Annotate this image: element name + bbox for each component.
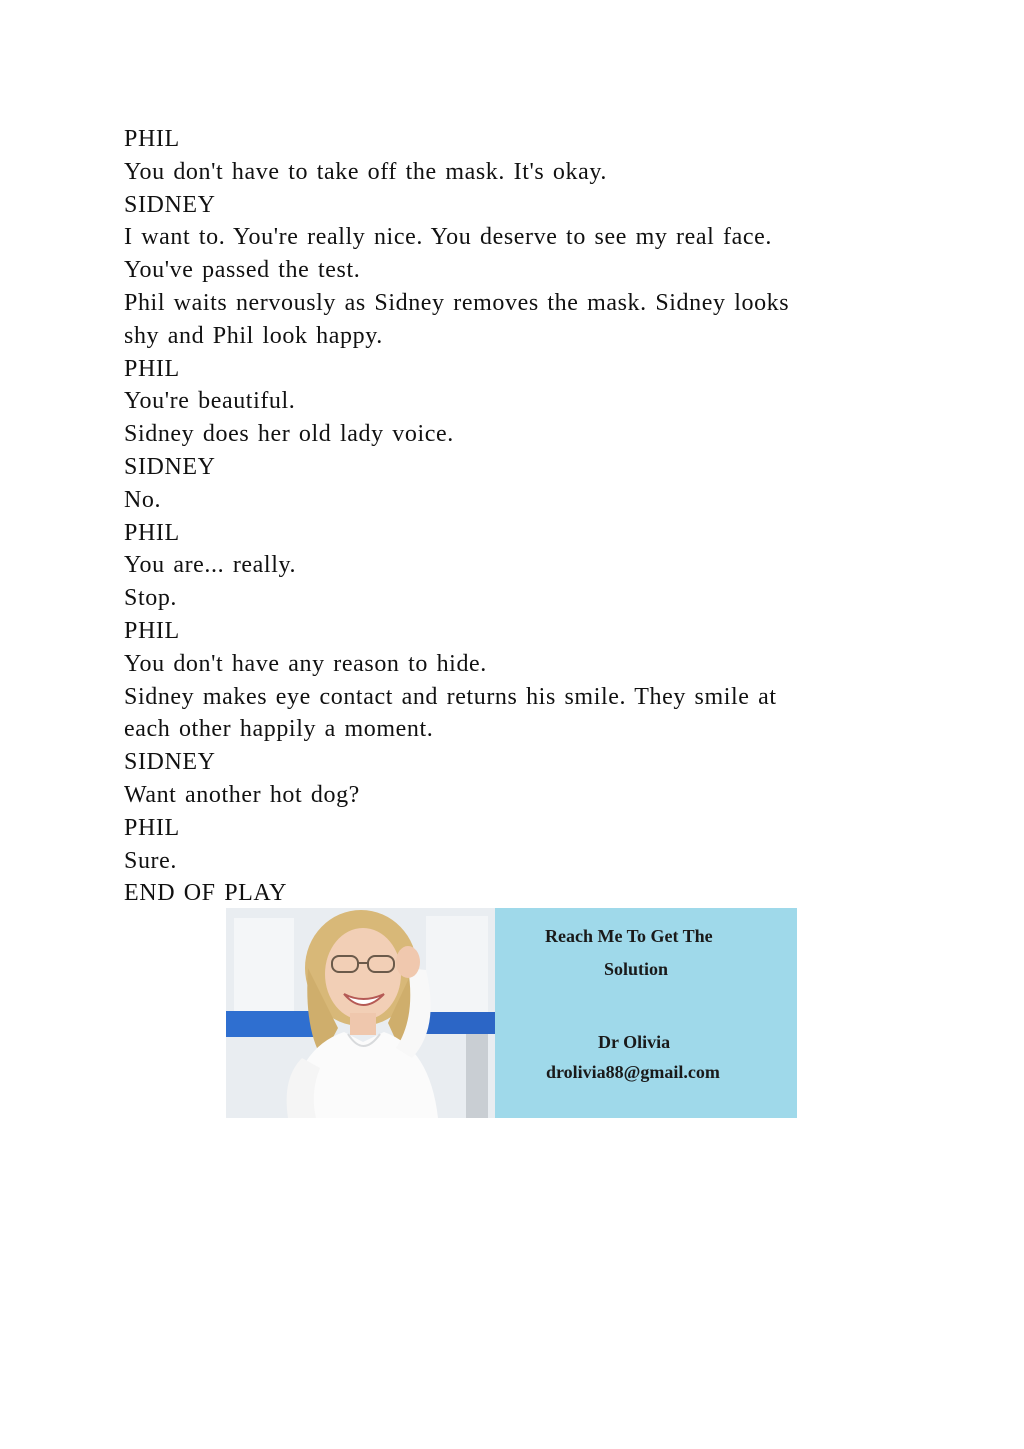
woman-photo xyxy=(226,908,495,1118)
contact-card xyxy=(495,908,797,1118)
script-line: I want to. You're really nice. You deserve to see my real face. xyxy=(124,224,772,251)
script-line: Phil waits nervously as Sidney removes the mask. Sidney looks xyxy=(124,289,790,316)
script-line: PHIL xyxy=(124,617,180,644)
script-line: SIDNEY xyxy=(124,453,216,480)
script-line: Sidney does her old lady voice. xyxy=(124,421,454,448)
script-line: You've passed the test. xyxy=(124,257,361,284)
script-line: PHIL xyxy=(124,126,180,152)
card-headline: Reach Me To Get The xyxy=(545,926,713,946)
script-line: You don't have any reason to hide. xyxy=(124,650,487,677)
contact-email: drolivia88@gmail.com xyxy=(546,1062,720,1082)
script-line: No. xyxy=(124,486,162,513)
script-line: PHIL xyxy=(124,814,180,841)
script-line: PHIL xyxy=(124,355,180,382)
script-line: shy and Phil look happy. xyxy=(124,322,383,349)
script-line: END OF PLAY xyxy=(124,880,288,907)
contact-name: Dr Olivia xyxy=(598,1032,671,1052)
script-line: Sure. xyxy=(124,847,177,874)
contact-banner xyxy=(226,908,797,1118)
woman-photo-illustration xyxy=(226,908,495,1118)
script-line: PHIL xyxy=(124,519,180,546)
script-line: SIDNEY xyxy=(124,749,216,776)
play-script xyxy=(124,123,904,910)
script-line: Stop. xyxy=(124,585,178,612)
script-line: You don't have to take off the mask. It's okay. xyxy=(124,158,608,185)
script-line: Sidney makes eye contact and returns his smile. They smile at xyxy=(124,683,777,710)
script-line: each other happily a moment. xyxy=(124,716,434,743)
script-line: SIDNEY xyxy=(124,191,216,218)
script-line: Want another hot dog? xyxy=(124,781,360,808)
card-headline-2: Solution xyxy=(604,959,669,979)
script-line: You're beautiful. xyxy=(124,388,296,415)
script-line: You are... really. xyxy=(124,552,297,579)
